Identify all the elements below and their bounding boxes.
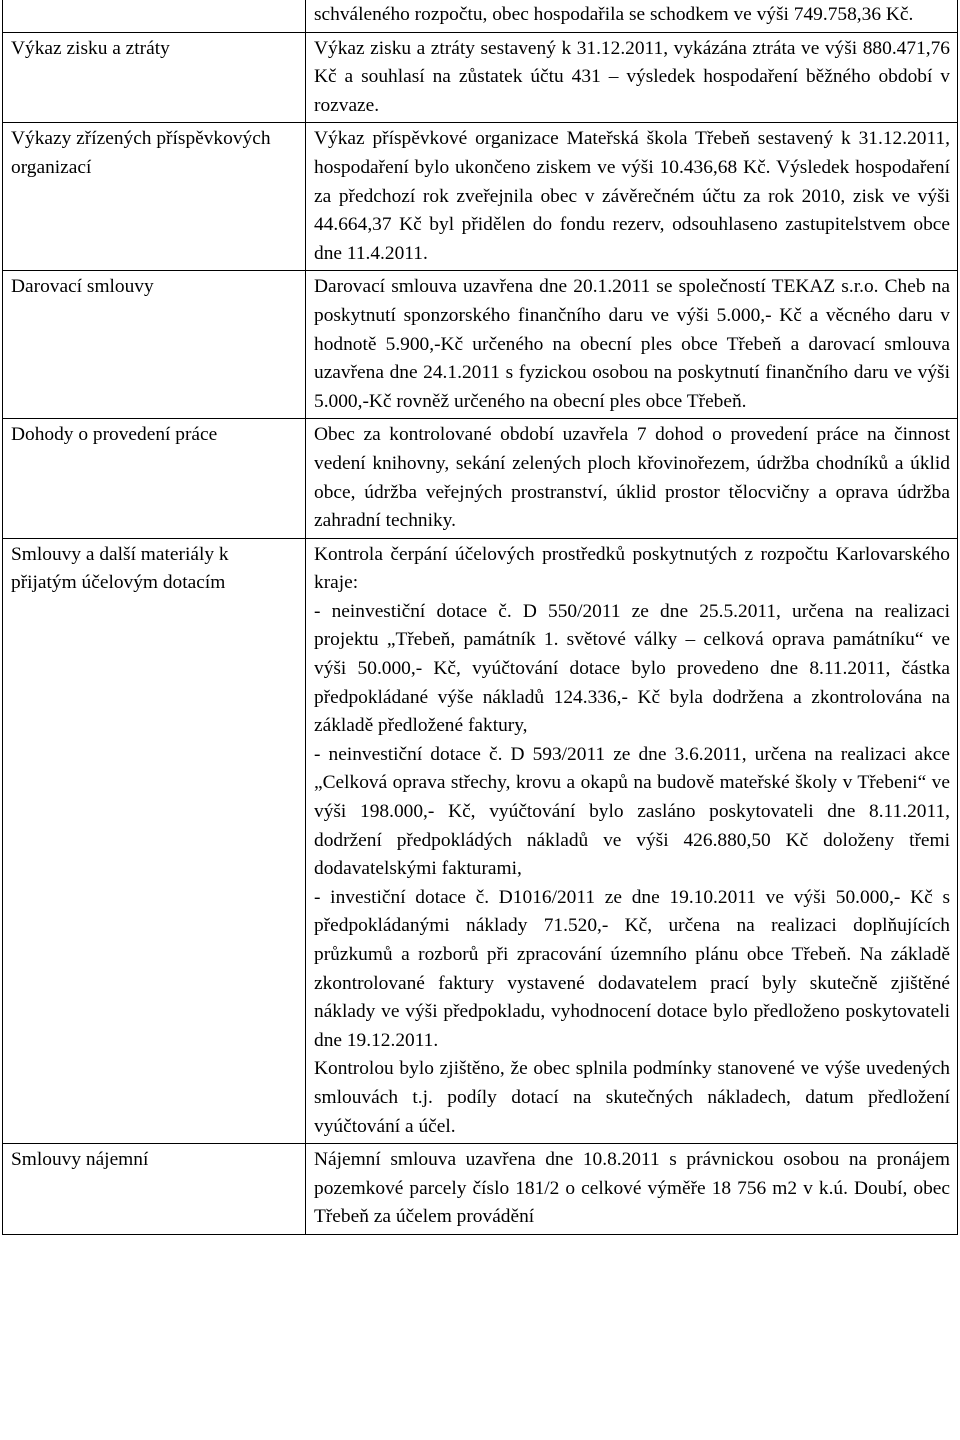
row-label: Dohody o provedení práce — [11, 424, 218, 446]
table-row — [3, 123, 958, 271]
row-label-cell — [3, 1144, 306, 1235]
row-label-cell — [3, 538, 306, 1143]
row-paragraph: Kontrolou bylo zjištěno, že obec splnila podmínky stanovené ve výše uvedených smlouvách t.j. podíly dotací na skutečných nákladech, datum předložení vyúčtování a účel. — [314, 1058, 950, 1137]
row-label: Smlouvy a další materiály k přijatým účelovým dotacím — [11, 543, 229, 594]
row-content-cell — [306, 32, 958, 123]
row-label: Výkazy zřízených příspěvkových organizací — [11, 128, 271, 178]
row-paragraph: schváleného rozpočtu, obec hospodařila se schodkem ve výši 749.758,36 Kč. — [314, 4, 914, 25]
report-table-body — [3, 0, 958, 1234]
row-content-cell — [306, 538, 958, 1143]
row-paragraph: Výkaz zisku a ztráty sestavený k 31.12.2011, vykázána ztráta ve výši 880.471,76 Kč a souhlasí na zůstatek účtu 431 – výsledek hospodaření běžného období v rozvaze. — [314, 37, 950, 116]
row-paragraph: Kontrola čerpání účelových prostředků poskytnutých z rozpočtu Karlovarského kraje: — [314, 543, 950, 594]
row-label: Smlouvy nájemní — [11, 1149, 149, 1171]
row-label-cell — [3, 32, 306, 123]
row-content-cell — [306, 1144, 958, 1235]
row-paragraph: - neinvestiční dotace č. D 550/2011 ze dne 25.5.2011, určena na realizaci projektu „Třebeň, památník 1. světové války – celková oprava památníku“ ve výši 50.000,- Kč, vyúčtování dotace bylo provedeno dne 8.11.2011, částka předpokládané výše nákladů 124.336,- Kč byla dodržena a zkontrolována na základě předložené faktury, — [314, 600, 950, 737]
table-row — [3, 0, 958, 32]
row-paragraph: Darovací smlouva uzavřena dne 20.1.2011 se společností TEKAZ s.r.o. Cheb na poskytnutí sponzorského finančního daru ve výši 5.000,- Kč a věcného daru v hodnotě 5.900,-Kč určeného na obecní ples obce Třebeň a darovací smlouva uzavřena dne 24.1.2011 s fyzickou osobou na poskytnutí finančního daru ve výši 5.000,-Kč rovněž určeného na obecní ples obce Třebeň. — [314, 276, 950, 412]
row-paragraph: Výkaz příspěvkové organizace Mateřská škola Třebeň sestavený k 31.12.2011, hospodaření bylo ukončeno ziskem ve výši 10.436,68 Kč. Výsledek hospodaření za předchozí rok zveřejnila obec v závěrečném účtu za rok 2010, zisk ve výši 44.664,37 Kč byl přidělen do fondu rezerv, odsouhlaseno zastupitelstvem obce dne 11.4.2011. — [314, 128, 950, 264]
row-content-cell — [306, 271, 958, 419]
report-table — [2, 0, 958, 1235]
row-content-cell — [306, 0, 958, 32]
row-content-cell — [306, 123, 958, 271]
row-content-cell — [306, 419, 958, 538]
row-paragraph: - neinvestiční dotace č. D 593/2011 ze dne 3.6.2011, určena na realizaci akce „Celková oprava střechy, krovu a okapů na budově mateřské školy v Třebeni“ ve výši 198.000,- Kč, vyúčtování bylo zasláno poskytovateli dne 8.11.2011, dodržení předpokládých nákladů ve výši 426.880,50 Kč doloženy třemi dodavatelskými fakturami, — [314, 743, 950, 880]
row-label: Darovací smlouvy — [11, 276, 154, 298]
table-row — [3, 271, 958, 419]
row-paragraph: Obec za kontrolované období uzavřela 7 dohod o provedení práce na činnost vedení knihovny, sekání zelených ploch křovinořezem, údržba chodníků a úklid obce, údržba veřejných prostranství, úklid prostor tělocvičny a oprava údržba zahradní techniky. — [314, 424, 950, 532]
table-row — [3, 538, 958, 1143]
table-row — [3, 419, 958, 538]
row-label-cell — [3, 0, 306, 32]
table-row — [3, 32, 958, 123]
row-label-cell — [3, 123, 306, 271]
row-label: Výkaz zisku a ztráty — [11, 37, 170, 59]
table-row — [3, 1144, 958, 1235]
row-paragraph: - investiční dotace č. D1016/2011 ze dne 19.10.2011 ve výši 50.000,- Kč s předpokládanými náklady 71.520,- Kč, určena na realizaci doplňujících průzkumů a rozborů při zpracování územního plánu obce Třebeň. Na základě zkontrolované faktury vystavené dodavatelem prací byly skutečně zjištěné náklady ve výši předpokladu, vyhodnocení dotace bylo předloženo poskytovateli dne 19.12.2011. — [314, 886, 950, 1051]
row-label-cell — [3, 271, 306, 419]
row-label-cell — [3, 419, 306, 538]
row-paragraph: Nájemní smlouva uzavřena dne 10.8.2011 s právnickou osobou na pronájem pozemkové parcely číslo 181/2 o celkové výměře 18 756 m2 v k.ú. Doubí, obec Třebeň za účelem provádění — [314, 1149, 950, 1228]
